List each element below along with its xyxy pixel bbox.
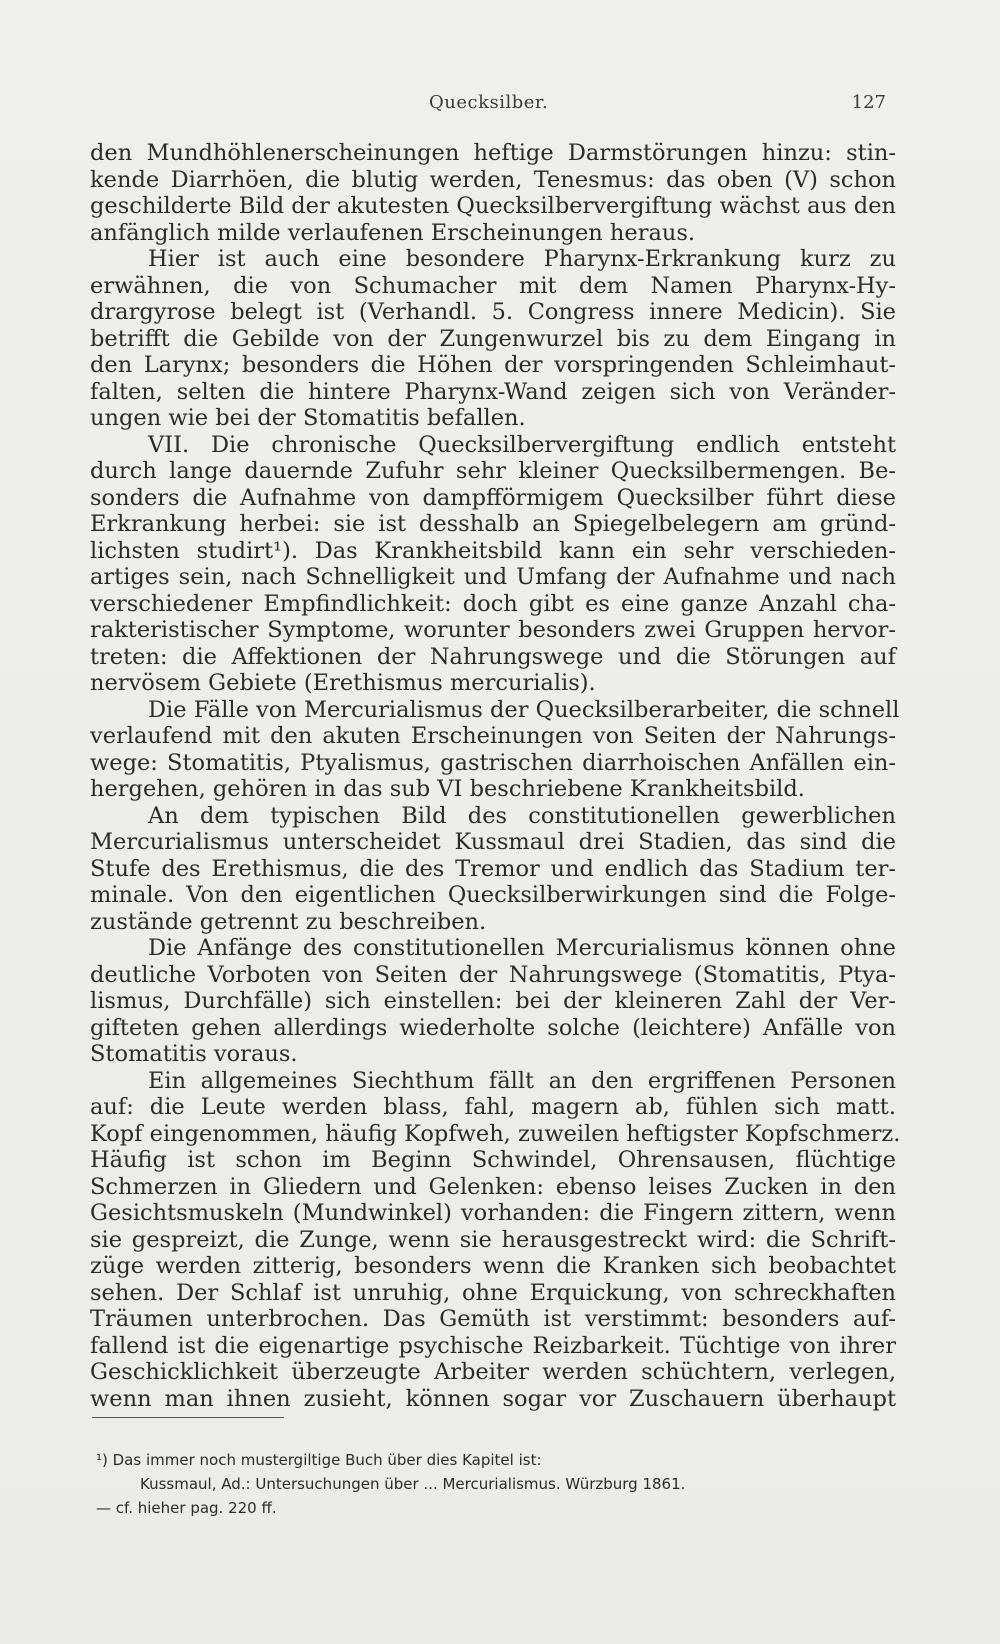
text-line: Stufe des Erethismus, die des Tremor und endlich das Stadium ter- (90, 855, 896, 882)
text-line: rakteristischer Symptome, worunter besonders zwei Gruppen hervor- (90, 617, 896, 643)
text-line: Geschicklichkeit überzeugte Arbeiter werden schüchtern, verlegen, (90, 1359, 896, 1385)
footnote-line: — cf. hieher pag. 220 ff. (96, 1499, 277, 1517)
footnotes (96, 1448, 896, 1520)
text-line: gifteten gehen allerdings wiederholte solche (leichtere) Anfälle von (90, 1014, 896, 1041)
text-line: Stomatitis voraus. (90, 1041, 298, 1067)
text-line: wenn man ihnen zusieht, können sogar vor Zuschauern überhaupt (90, 1385, 896, 1412)
text-line: Erkrankung herbei: sie ist desshalb an Spiegelbelegern am gründ- (90, 511, 896, 537)
text-line: Hier ist auch eine besondere Pharynx-Erkrankung kurz zu (148, 246, 896, 272)
text-line: Mercurialismus unterscheidet Kussmaul drei Stadien, das sind die (90, 829, 896, 855)
text-line: Häufig ist schon im Beginn Schwindel, Ohrensausen, flüchtige (90, 1147, 896, 1173)
text-line: geschilderte Bild der akutesten Quecksilbervergiftung wächst aus den (90, 193, 896, 219)
text-line: sonders die Aufnahme von dampfförmigem Quecksilber führt diese (90, 484, 896, 511)
text-line: sie gespreizt, die Zunge, wenn sie herausgestreckt wird: die Schrift- (90, 1226, 896, 1253)
text-line: verlaufend mit den akuten Erscheinungen von Seiten der Nahrungs- (90, 723, 896, 749)
text-line: lismus, Durchfälle) sich einstellen: bei der kleineren Zahl der Ver- (90, 988, 896, 1014)
running-title: Quecksilber. (429, 92, 549, 113)
text-line: Die Anfänge des constitutionellen Mercurialismus können ohne (148, 935, 896, 961)
text-line: nervösem Gebiete (Erethismus mercurialis). (90, 670, 596, 696)
text-line: kende Diarrhöen, die blutig werden, Tenesmus: das oben (V) schon (90, 166, 896, 193)
text-line: Träumen unterbrochen. Das Gemüth ist verstimmt: besonders auf- (90, 1306, 896, 1332)
text-line: drargyrose belegt ist (Verhandl. 5. Congress innere Medicin). Sie (90, 299, 896, 325)
text-line: Gesichtsmuskeln (Mundwinkel) vorhanden: die Fingern zittern, wenn (90, 1200, 896, 1226)
text-line: falten, selten die hintere Pharynx-Wand zeigen sich von Veränder- (90, 378, 896, 405)
text-line: VII. Die chronische Quecksilbervergiftung endlich entsteht (148, 431, 896, 458)
footnote-line: Kussmaul, Ad.: Untersuchungen über ... Mercurialismus. Würzburg 1861. (140, 1475, 686, 1493)
text-line: artiges sein, nach Schnelligkeit und Umfang der Aufnahme und nach (90, 564, 896, 590)
text-line: anfänglich milde verlaufenen Erscheinungen heraus. (90, 219, 696, 246)
text-line: An dem typischen Bild des constitutionellen gewerblichen (148, 802, 896, 829)
text-line: verschiedener Empfindlichkeit: doch gibt es eine ganze Anzahl cha- (90, 590, 896, 617)
text-line: auf: die Leute werden blass, fahl, magern ab, fühlen sich matt. (90, 1094, 896, 1120)
page-number: 127 (851, 92, 886, 113)
text-line: lichsten studirt¹). Das Krankheitsbild kann ein sehr verschieden- (90, 537, 896, 564)
text-line: treten: die Affektionen der Nahrungswege und die Störungen auf (90, 643, 896, 670)
text-line: den Larynx; besonders die Höhen der vorspringenden Schleimhaut- (90, 352, 896, 378)
text-line: sehen. Der Schlaf ist unruhig, ohne Erquickung, von schreckhaften (90, 1279, 896, 1306)
text-line: Ein allgemeines Siechthum fällt an den ergriffenen Personen (148, 1067, 896, 1094)
running-header (84, 92, 896, 118)
text-line: durch lange dauernde Zufuhr sehr kleiner Quecksilbermengen. Be- (90, 458, 896, 484)
text-line: wege: Stomatitis, Ptyalismus, gastrischen diarrhoischen Anfällen ein- (90, 749, 896, 776)
text-line: minale. Von den eigentlichen Quecksilberwirkungen sind die Folge- (90, 882, 896, 908)
text-line: betrifft die Gebilde von der Zungenwurzel bis zu dem Eingang in (90, 325, 896, 352)
footnote-line: ¹) Das immer noch mustergiltige Buch über dies Kapitel ist: (96, 1451, 542, 1469)
text-line: fallend ist die eigenartige psychische Reizbarkeit. Tüchtige von ihrer (90, 1332, 896, 1359)
text-line: Die Fälle von Mercurialismus der Quecksilberarbeiter, die schnell (148, 696, 900, 723)
text-line: den Mundhöhlenerscheinungen heftige Darmstörungen hinzu: stin- (90, 140, 896, 166)
text-line: hergehen, gehören in das sub VI beschriebene Krankheitsbild. (90, 776, 805, 802)
text-line: Kopf eingenommen, häufig Kopfweh, zuweilen heftigster Kopfschmerz. (90, 1120, 901, 1147)
text-line: zustände getrennt zu beschreiben. (90, 908, 487, 935)
text-line: züge werden zitterig, besonders wenn die Kranken sich beobachtet (90, 1253, 896, 1279)
text-line: erwähnen, die von Schumacher mit dem Namen Pharynx-Hy- (90, 272, 896, 299)
text-line: Schmerzen in Gliedern und Gelenken: ebenso leises Zucken in den (90, 1173, 896, 1200)
main-text (90, 140, 901, 1412)
text-line: deutliche Vorboten von Seiten der Nahrungswege (Stomatitis, Ptya- (90, 961, 896, 988)
text-line: ungen wie bei der Stomatitis befallen. (90, 405, 526, 431)
footnote-divider (92, 1417, 284, 1418)
